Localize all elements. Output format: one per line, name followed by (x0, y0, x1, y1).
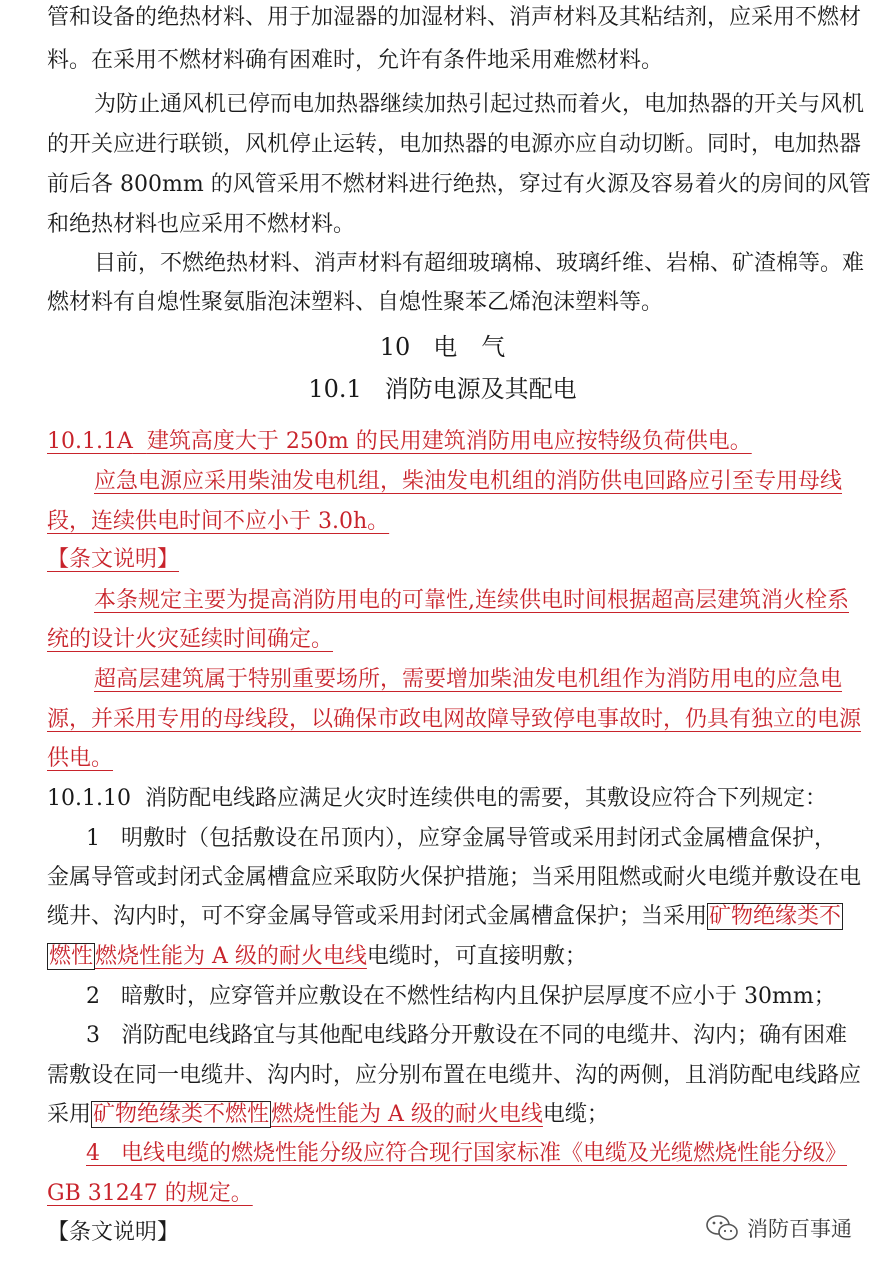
chapter-number: 10 (379, 333, 411, 361)
section-title: 消防电源及其配电 (384, 375, 577, 403)
boxed-term: 矿物绝缘类不 (709, 904, 842, 929)
explanation-line: 源，并采用专用的母线段，以确保市政电网故障导致停电事故时，仍具有独立的电源 (47, 707, 862, 732)
watermark-text: 消防百事通 (747, 1217, 852, 1241)
paragraph-line: 前后各 800mm 的风管采用不燃材料进行绝热，穿过有火源及容易着火的房间的风管 (47, 172, 871, 197)
list-item-line (47, 942, 587, 972)
underlined-term: 燃烧性能为 A 级的耐火电线 (95, 944, 367, 969)
list-item (86, 824, 836, 854)
paragraph-line: 和绝热材料也应采用不燃材料。 (47, 212, 356, 237)
clause-10-1-1a-line (47, 427, 752, 457)
item-number: 4 (86, 1141, 100, 1166)
explanation-line: 统的设计火灾延续时间确定。 (47, 627, 334, 652)
paragraph-line: 为防止通风机已停而电加热器继续加热引起过热而着火，电加热器的开关与风机 (94, 92, 865, 117)
list-item (86, 1021, 847, 1051)
item-text: 缆井、沟内时，可不穿金属导管或采用封闭式金属槽盒保护；当采用 (47, 904, 708, 929)
item-number: 1 (86, 826, 100, 851)
item-text: 电线电缆的燃烧性能分级应符合现行国家标准《电缆及光缆燃烧性能分级》 (120, 1141, 847, 1166)
item-text: 暗敷时，应穿管并应敷设在不燃性结构内且保护层厚度不应小于 30mm； (120, 984, 836, 1009)
item-number: 2 (86, 984, 100, 1009)
paragraph-line: 燃材料有自熄性聚氨脂泡沫塑料、自熄性聚苯乙烯泡沫塑料等。 (47, 290, 664, 315)
paragraph-line: 管和设备的绝热材料、用于加湿器的加湿材料、消声材料及其粘结剂，应采用不燃材 (47, 5, 862, 30)
item-text: 采用 (47, 1102, 92, 1127)
clause-text: 消防配电线路应满足火灾时连续供电的需要，其敷设应符合下列规定： (144, 786, 827, 811)
chapter-heading (0, 331, 885, 363)
list-item-line (47, 1100, 609, 1130)
boxed-term: 矿物绝缘类不燃性 (93, 1102, 270, 1127)
clause-number: 10.1.1A (47, 429, 133, 454)
explanation-line: 超高层建筑属于特别重要场所，需要增加柴油发电机组作为消防用电的应急电 (94, 667, 843, 692)
paragraph-line: 料。在采用不燃材料确有困难时，允许有条件地采用难燃材料。 (47, 48, 664, 73)
clause-number: 10.1.10 (47, 786, 131, 811)
chapter-title: 电 气 (433, 333, 506, 361)
underlined-term: 燃烧性能为 A 级的耐火电线 (271, 1102, 543, 1127)
item-text: 明敷时（包括敷设在吊顶内），应穿金属导管或采用封闭式金属槽盒保护， (120, 826, 836, 851)
section-heading (0, 373, 885, 405)
list-item-line: GB 31247 的规定。 (47, 1181, 253, 1206)
clause-10-1-1a-line: 应急电源应采用柴油发电机组，柴油发电机组的消防供电回路应引至专用母线 (94, 469, 843, 494)
clause-10-1-10-line (47, 784, 827, 814)
explanation-heading: 【条文说明】 (47, 1220, 180, 1245)
clause-10-1-1a-line: 段，连续供电时间不应小于 3.0h。 (47, 509, 390, 534)
explanation-line: 本条规定主要为提高消防用电的可靠性,连续供电时间根据超高层建筑消火栓系 (94, 588, 849, 613)
list-item-line: 金属导管或封闭式金属槽盒应采取防火保护措施；当采用阻燃或耐火电缆并敷设在电 (47, 865, 862, 890)
paragraph-line: 目前，不燃绝热材料、消声材料有超细玻璃棉、玻璃纤维、岩棉、矿渣棉等。难 (94, 251, 865, 276)
explanation-heading: 【条文说明】 (47, 547, 180, 572)
list-item-line: 需敷设在同一电缆井、沟内时，应分别布置在电缆井、沟的两侧，且消防配电线路应 (47, 1063, 862, 1088)
watermark (705, 1213, 852, 1243)
item-number: 3 (86, 1023, 100, 1048)
list-item-line (47, 902, 843, 932)
item-text: 消防配电线路宜与其他配电线路分开敷设在不同的电缆井、沟内；确有困难 (120, 1023, 847, 1048)
paragraph-line: 的开关应进行联锁，风机停止运转，电加热器的电源亦应自动切断。同时，电加热器 (47, 132, 862, 157)
item-text: 电缆时，可直接明敷； (366, 944, 587, 969)
wechat-icon (705, 1213, 739, 1243)
clause-text: 建筑高度大于 250m 的民用建筑消防用电应按特级负荷供电。 (146, 429, 752, 454)
section-number: 10.1 (308, 375, 362, 403)
list-item (86, 982, 836, 1012)
boxed-term: 燃性 (49, 944, 94, 969)
explanation-line: 供电。 (47, 746, 114, 771)
list-item (86, 1139, 847, 1169)
item-text: 电缆； (542, 1102, 609, 1127)
